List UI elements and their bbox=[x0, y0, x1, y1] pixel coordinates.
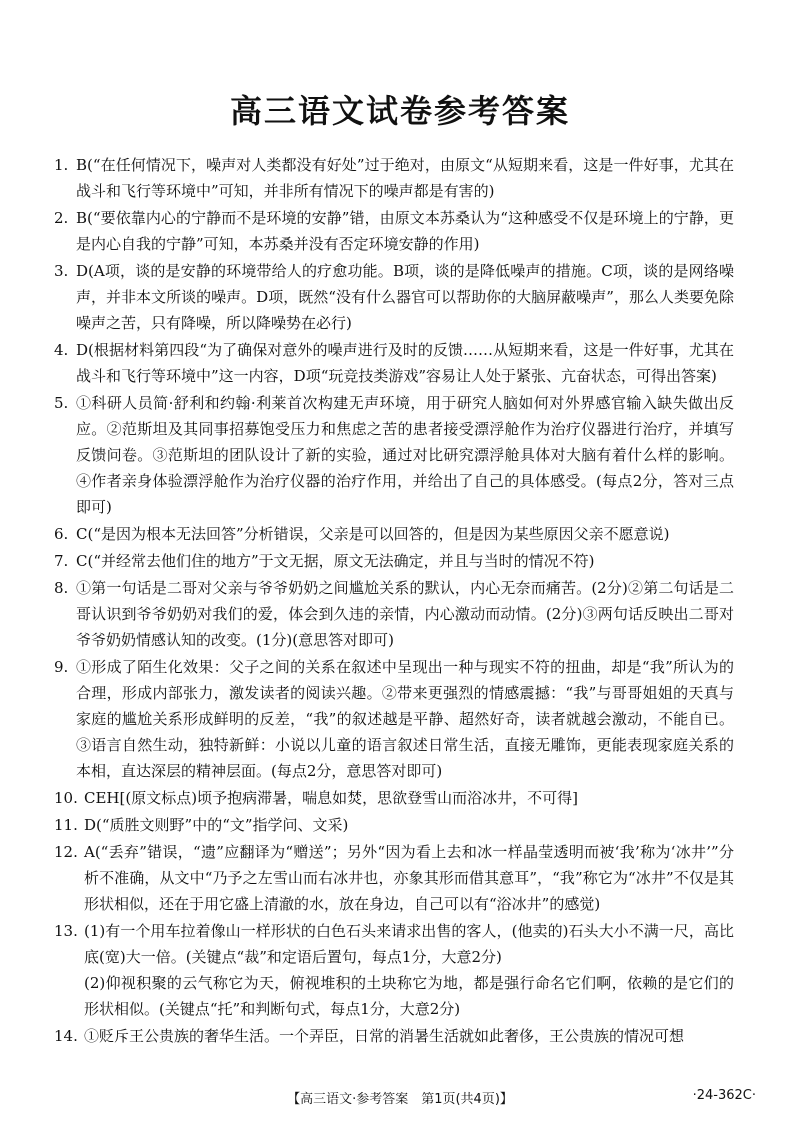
answer-text: B(“要依靠内心的宁静而不是环境的安静”错，由原文本苏桑认为“这种感受不仅是环境上的宁静，更是内心自我的宁静”可知，本苏桑并没有否定环境安静的作用) bbox=[76, 209, 734, 253]
answer-number: 6. bbox=[54, 525, 69, 543]
answer-item-2 bbox=[54, 205, 734, 257]
answer-item-14 bbox=[54, 1023, 734, 1049]
answer-text: (1)有一个用车拉着像山一样形状的白色石头来请求出售的客人，(他卖的)石头大小不满一尺，高比底(宽)大一倍。(关键点“裁”和定语后置句，每点1分，大意2分) bbox=[84, 922, 734, 966]
answer-item-3 bbox=[54, 258, 734, 336]
answer-number: 9. bbox=[54, 658, 69, 676]
answer-item-9 bbox=[54, 654, 734, 784]
answer-number: 10. bbox=[54, 789, 78, 807]
answer-text: D(根据材料第四段“为了确保对意外的噪声进行及时的反馈……从短期来看，这是一件好事，尤其在战斗和飞行等环境中”这一内容，D项“玩竞技类游戏”容易让人处于紧张、亢奋状态，可得出答案) bbox=[76, 341, 734, 385]
answer-text: D(“质胜文则野”中的“文”指学问、文采) bbox=[84, 816, 349, 834]
answer-item-13 bbox=[54, 918, 734, 1022]
answer-text: C(“并经常去他们住的地方”于文无据，原文无法确定，并且与当时的情况不符) bbox=[76, 552, 595, 570]
page-title: 高三语文试卷参考答案 bbox=[229, 92, 570, 130]
answer-item-4 bbox=[54, 337, 734, 389]
answer-number: 14. bbox=[54, 1027, 78, 1045]
page-footer bbox=[0, 1086, 800, 1110]
answer-text: B(“在任何情况下，噪声对人类都没有好处”过于绝对，由原文“从短期来看，这是一件好事，尤其在战斗和飞行等环境中”可知，并非所有情况下的噪声都是有害的) bbox=[76, 156, 734, 200]
answer-item-7 bbox=[54, 548, 734, 574]
answer-item-12 bbox=[54, 839, 734, 917]
footer-page-info: 【高三语文·参考答案 第1页(共4页)】 bbox=[287, 1092, 513, 1107]
answer-number: 11. bbox=[54, 816, 78, 834]
answer-text: D(A项，谈的是安静的环境带给人的疗愈功能。B项，谈的是降低噪声的措施。C项，谈的是网络噪声，并非本文所谈的噪声。D项，既然“没有什么器官可以帮助你的大脑屏蔽噪声”，那么人类要免除噪声之苦，只有降噪，所以降噪势在必行) bbox=[76, 262, 734, 332]
answer-text: A(“丢弃”错误，“遗”应翻译为“赠送”；另外“因为看上去和冰一样晶莹透明而被‘我’称为‘冰井’”分析不准确，从文中“乃予之左雪山而右冰井也，亦象其形而借其意耳”，“我”称它为“冰井”不仅是其形状相似，还在于用它盛上清澈的水，放在身边，自己可以有“浴冰井”的感觉) bbox=[84, 843, 734, 913]
answer-number: 2. bbox=[54, 209, 69, 227]
answer-text: CEH[(原文标点)顷予抱病滞暑，喘息如焚，思欲登雪山而浴冰井，不可得] bbox=[84, 789, 578, 807]
answer-item-8 bbox=[54, 575, 734, 653]
answer-number: 12. bbox=[54, 843, 78, 861]
footer-code: ·24-362C· bbox=[692, 1088, 756, 1103]
answer-text-part-2: (2)仰视积聚的云气称它为天，俯视堆积的土块称它为地，都是强行命名它们啊，依赖的是它们的形状相似。(关键点“托”和判断句式，每点1分，大意2分) bbox=[84, 974, 734, 1018]
answer-number: 3. bbox=[54, 262, 69, 280]
answer-item-1 bbox=[54, 152, 734, 204]
answer-text: ①形成了陌生化效果：父子之间的关系在叙述中呈现出一种与现实不符的扭曲，却是“我”所认为的合理，形成内部张力，激发读者的阅读兴趣。②带来更强烈的情感震撼：“我”与哥哥姐姐的天真与家庭的尴尬关系形成鲜明的反差，“我”的叙述越是平静、超然好奇，读者就越会激动，不能自已。③语言自然生动，独特新鲜：小说以儿童的语言叙述日常生活，直接无雕饰，更能表现家庭关系的本相，直达深层的精神层面。(每点2分，意思答对即可) bbox=[76, 658, 734, 780]
answer-number: 5. bbox=[54, 394, 69, 412]
answer-number: 1. bbox=[54, 156, 69, 174]
answer-text: ①第一句话是二哥对父亲与爷爷奶奶之间尴尬关系的默认，内心无奈而痛苦。(2分)②第二句话是二哥认识到爷爷奶奶对我们的爱，体会到久违的亲情，内心激动而动情。(2分)③两句话反映出二哥对爷爷奶奶情感认知的改变。(1分)(意思答对即可) bbox=[76, 579, 734, 649]
answer-text: C(“是因为根本无法回答”分析错误，父亲是可以回答的，但是因为某些原因父亲不愿意说) bbox=[76, 525, 670, 543]
answer-number: 7. bbox=[54, 552, 69, 570]
answer-item-6 bbox=[54, 521, 734, 547]
answer-number: 13. bbox=[54, 922, 78, 940]
answer-list bbox=[54, 152, 734, 1050]
answer-number: 4. bbox=[54, 341, 69, 359]
answer-text: ①科研人员简·舒利和约翰·利莱首次构建无声环境，用于研究人脑如何对外界感官输入缺失做出反应。②范斯坦及其同事招募饱受压力和焦虑之苦的患者接受漂浮舱作为治疗仪器进行治疗，并填写反馈问卷。③范斯坦的团队设计了新的实验，通过对比研究漂浮舱具体对大脑有着什么样的影响。④作者亲身体验漂浮舱作为治疗仪器的治疗作用，并给出了自己的具体感受。(每点2分，答对三点即可) bbox=[76, 394, 734, 516]
answer-text: ①贬斥王公贵族的奢华生活。一个弄臣，日常的消暑生活就如此奢侈，王公贵族的情况可想 bbox=[84, 1027, 685, 1045]
answer-item-10 bbox=[54, 785, 734, 811]
answer-item-11 bbox=[54, 812, 734, 838]
answer-item-5 bbox=[54, 390, 734, 520]
answer-number: 8. bbox=[54, 579, 69, 597]
